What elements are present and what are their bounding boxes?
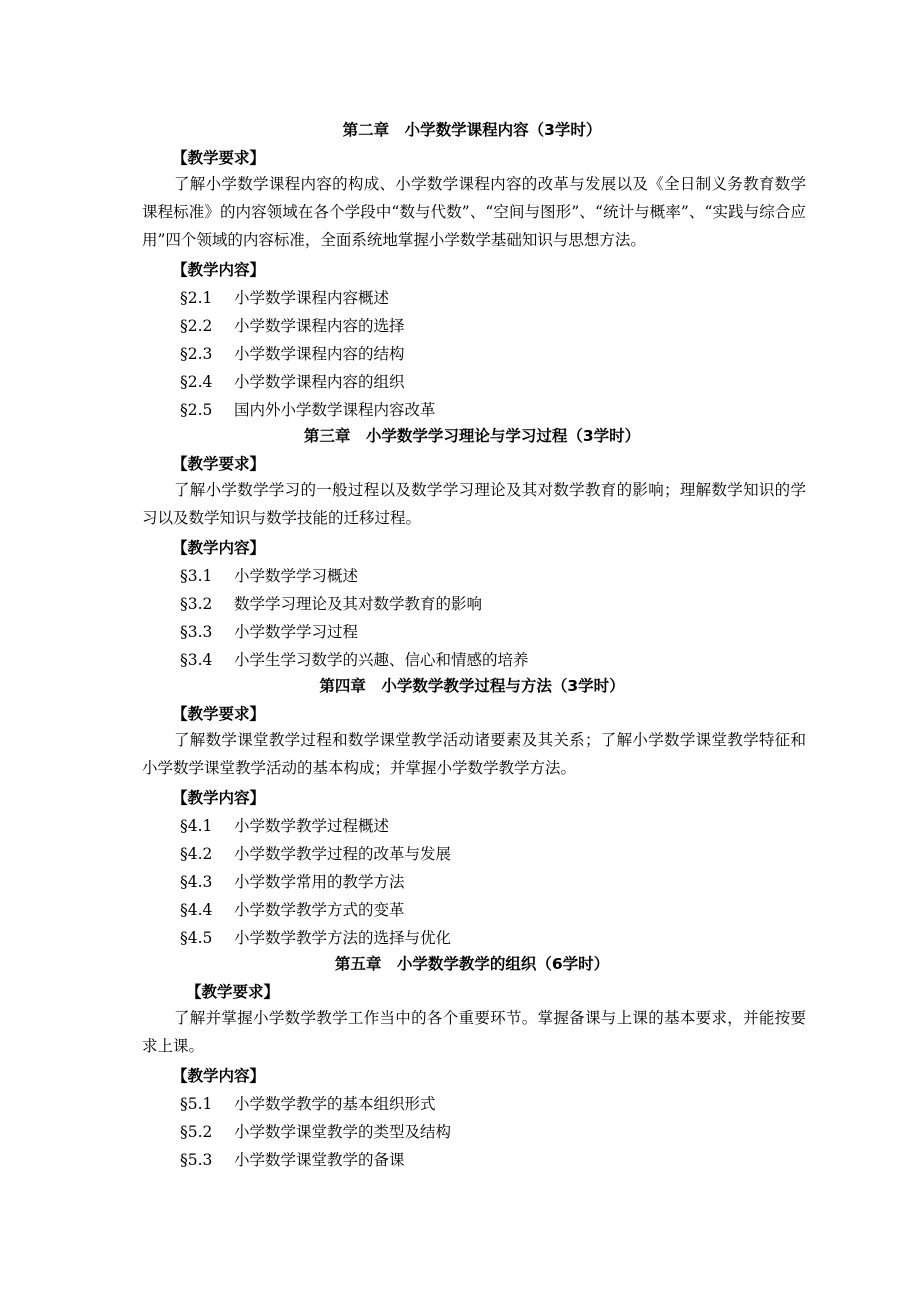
content-item (180, 622, 358, 642)
content-item (180, 872, 405, 892)
requirements-text: 了解并掌握小学数学教学工作当中的各个重要环节。掌握备课与上课的基本要求，并能按要求上课。 (142, 1009, 806, 1055)
requirements-label: 【教学要求】 (172, 455, 266, 473)
item-number: §4.5 (180, 929, 213, 947)
item-number: §5.3 (180, 1151, 213, 1169)
item-number: §2.5 (180, 401, 213, 419)
item-number: §4.2 (180, 845, 213, 863)
requirements-label: 【教学要求】 (172, 149, 266, 167)
item-text: 国内外小学数学课程内容改革 (234, 401, 436, 419)
item-number: §2.2 (180, 317, 213, 335)
item-text: 数学学习理论及其对数学教育的影响 (234, 595, 483, 613)
content-item (180, 594, 482, 614)
item-text: 小学数学课堂教学的备课 (234, 1151, 405, 1169)
item-text: 小学数学教学过程概述 (234, 817, 390, 835)
chapter-title: 第二章 小学数学课程内容（3学时） (342, 121, 602, 139)
content-item (180, 900, 405, 920)
content-item (180, 316, 405, 336)
item-number: §3.1 (180, 567, 213, 585)
content-label: 【教学内容】 (172, 1067, 266, 1085)
item-number: §4.1 (180, 817, 213, 835)
content-item (180, 928, 451, 948)
requirements-text: 了解小学数学学习的一般过程以及数学学习理论及其对数学教育的影响；理解数学知识的学习以及数学知识与数学技能的迁移过程。 (142, 481, 806, 527)
content-item (180, 650, 529, 670)
item-text: 小学数学课程内容的组织 (234, 373, 405, 391)
item-number: §3.4 (180, 651, 213, 669)
chapter-title: 第四章 小学数学教学过程与方法（3学时） (319, 677, 625, 695)
item-text: 小学数学学习概述 (234, 567, 359, 585)
chapter-title: 第三章 小学数学学习理论与学习过程（3学时） (303, 427, 641, 445)
item-number: §2.3 (180, 345, 213, 363)
item-number: §3.3 (180, 623, 213, 641)
requirements-label: 【教学要求】 (186, 983, 280, 1001)
content-item (180, 844, 451, 864)
item-number: §2.1 (180, 289, 213, 307)
item-text: 小学生学习数学的兴趣、信心和情感的培养 (234, 651, 529, 669)
chapter-title: 第五章 小学数学教学的组织（6学时） (334, 955, 610, 973)
item-text: 小学数学课程内容的结构 (234, 345, 405, 363)
content-item (180, 344, 405, 364)
requirements-label: 【教学要求】 (172, 705, 266, 723)
content-item (180, 1122, 451, 1142)
item-text: 小学数学课程内容的选择 (234, 317, 405, 335)
item-text: 小学数学课程内容概述 (234, 289, 390, 307)
item-text: 小学数学教学方式的变革 (234, 901, 405, 919)
item-number: §4.4 (180, 901, 213, 919)
content-item (180, 816, 389, 836)
content-label: 【教学内容】 (172, 789, 266, 807)
item-text: 小学数学课堂教学的类型及结构 (234, 1123, 452, 1141)
item-text: 小学数学学习过程 (234, 623, 359, 641)
content-item (180, 400, 436, 420)
item-text: 小学数学教学过程的改革与发展 (234, 845, 452, 863)
item-number: §5.1 (180, 1095, 213, 1113)
item-text: 小学数学教学的基本组织形式 (234, 1095, 436, 1113)
item-number: §3.2 (180, 595, 213, 613)
content-item (180, 288, 389, 308)
item-text: 小学数学教学方法的选择与优化 (234, 929, 452, 947)
content-item (180, 1150, 405, 1170)
item-number: §5.2 (180, 1123, 213, 1141)
requirements-text: 了解数学课堂教学过程和数学课堂教学活动诸要素及其关系；了解小学数学课堂教学特征和小学数学课堂教学活动的基本构成；并掌握小学数学教学方法。 (142, 731, 806, 777)
content-item (180, 372, 405, 392)
content-label: 【教学内容】 (172, 539, 266, 557)
item-text: 小学数学常用的教学方法 (234, 873, 405, 891)
item-number: §4.3 (180, 873, 213, 891)
content-label: 【教学内容】 (172, 261, 266, 279)
content-item (180, 1094, 436, 1114)
item-number: §2.4 (180, 373, 213, 391)
requirements-text: 了解小学数学课程内容的构成、小学数学课程内容的改革与发展以及《全日制义务教育数学课程标准》的内容领域在各个学段中“数与代数”、“空间与图形”、“统计与概率”、“实践与综合应用”四个领域的内容标准，全面系统地掌握小学数学基础知识与思想方法。 (142, 175, 806, 249)
content-item (180, 566, 358, 586)
